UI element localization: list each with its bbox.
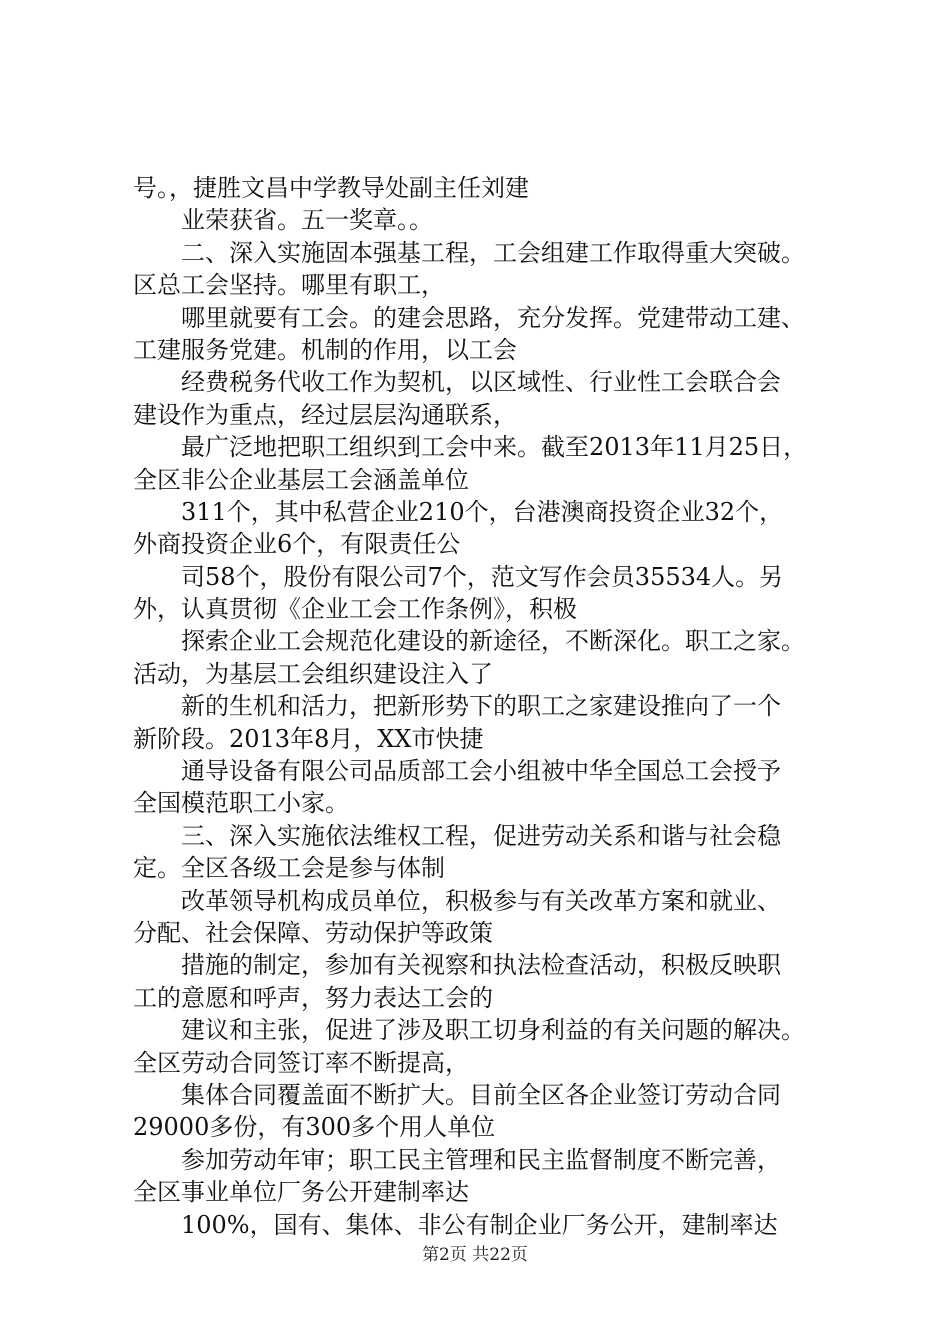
text-line: 探索企业工会规范化建设的新途径，不断深化。职工之家。 bbox=[181, 627, 805, 656]
text-line: 新的生机和活力，把新形势下的职工之家建设推向了一个 bbox=[181, 692, 781, 721]
text-line: 100%，国有、集体、非公有制企业厂务公开，建制率达 bbox=[181, 1210, 778, 1239]
text-line: 全区劳动合同签订率不断提高， bbox=[133, 1048, 469, 1077]
text-line: 全国模范职工小家。 bbox=[133, 789, 349, 818]
text-line: 司58个，股份有限公司7个，范文写作会员35534人。另 bbox=[181, 562, 784, 591]
text-line: 经费税务代收工作为契机，以区域性、行业性工会联合会 bbox=[181, 368, 781, 397]
text-line: 三、深入实施依法维权工程，促进劳动关系和谐与社会稳 bbox=[181, 821, 781, 850]
text-line: 建议和主张，促进了涉及职工切身利益的有关问题的解决。 bbox=[181, 1016, 805, 1045]
text-line: 最广泛地把职工组织到工会中来。截至2013年11月25日， bbox=[181, 433, 808, 462]
text-line: 改革领导机构成员单位，积极参与有关改革方案和就业、 bbox=[181, 886, 781, 915]
text-line: 建设作为重点，经过层层沟通联系， bbox=[133, 400, 517, 429]
text-line: 号。，捷胜文昌中学教导处副主任刘建 bbox=[133, 174, 529, 202]
text-line: 分配、社会保障、劳动保护等政策 bbox=[133, 918, 493, 947]
text-line: 全区非公企业基层工会涵盖单位 bbox=[133, 465, 469, 494]
text-line: 外商投资企业6个，有限责任公 bbox=[133, 530, 461, 559]
text-line: 外，认真贯彻《企业工会工作条例》，积极 bbox=[133, 595, 577, 624]
text-line: 业荣获省。五一奖章。。 bbox=[181, 206, 433, 235]
text-line: 哪里就要有工会。的建会思路，充分发挥。党建带动工建、 bbox=[181, 303, 805, 332]
text-line: 全区事业单位厂务公开建制率达 bbox=[133, 1178, 469, 1207]
text-line: 区总工会坚持。哪里有职工， bbox=[133, 271, 445, 300]
text-line: 工的意愿和呼声，努力表达工会的 bbox=[133, 983, 493, 1012]
text-line: 工建服务党建。机制的作用，以工会 bbox=[133, 335, 517, 364]
text-line: 措施的制定，参加有关视察和执法检查活动，积极反映职 bbox=[181, 951, 781, 980]
text-line: 参加劳动年审；职工民主管理和民主监督制度不断完善， bbox=[181, 1145, 781, 1174]
page-number-footer: 第2页 共22页 bbox=[422, 1245, 528, 1265]
text-line: 311个，其中私营企业210个，台港澳商投资企业32个， bbox=[181, 497, 784, 526]
text-line: 活动，为基层工会组织建设注入了 bbox=[133, 659, 493, 688]
text-line: 定。全区各级工会是参与体制 bbox=[133, 854, 445, 883]
text-line: 集体合同覆盖面不断扩大。目前全区各企业签订劳动合同 bbox=[181, 1080, 781, 1109]
text-line: 29000多份，有300多个用人单位 bbox=[133, 1113, 496, 1142]
text-line: 新阶段。2013年8月，XX市快捷 bbox=[133, 724, 484, 753]
body-text bbox=[133, 172, 853, 1241]
text-line: 二、深入实施固本强基工程，工会组建工作取得重大突破。 bbox=[181, 238, 805, 267]
text-line: 通导设备有限公司品质部工会小组被中华全国总工会授予 bbox=[181, 757, 781, 786]
